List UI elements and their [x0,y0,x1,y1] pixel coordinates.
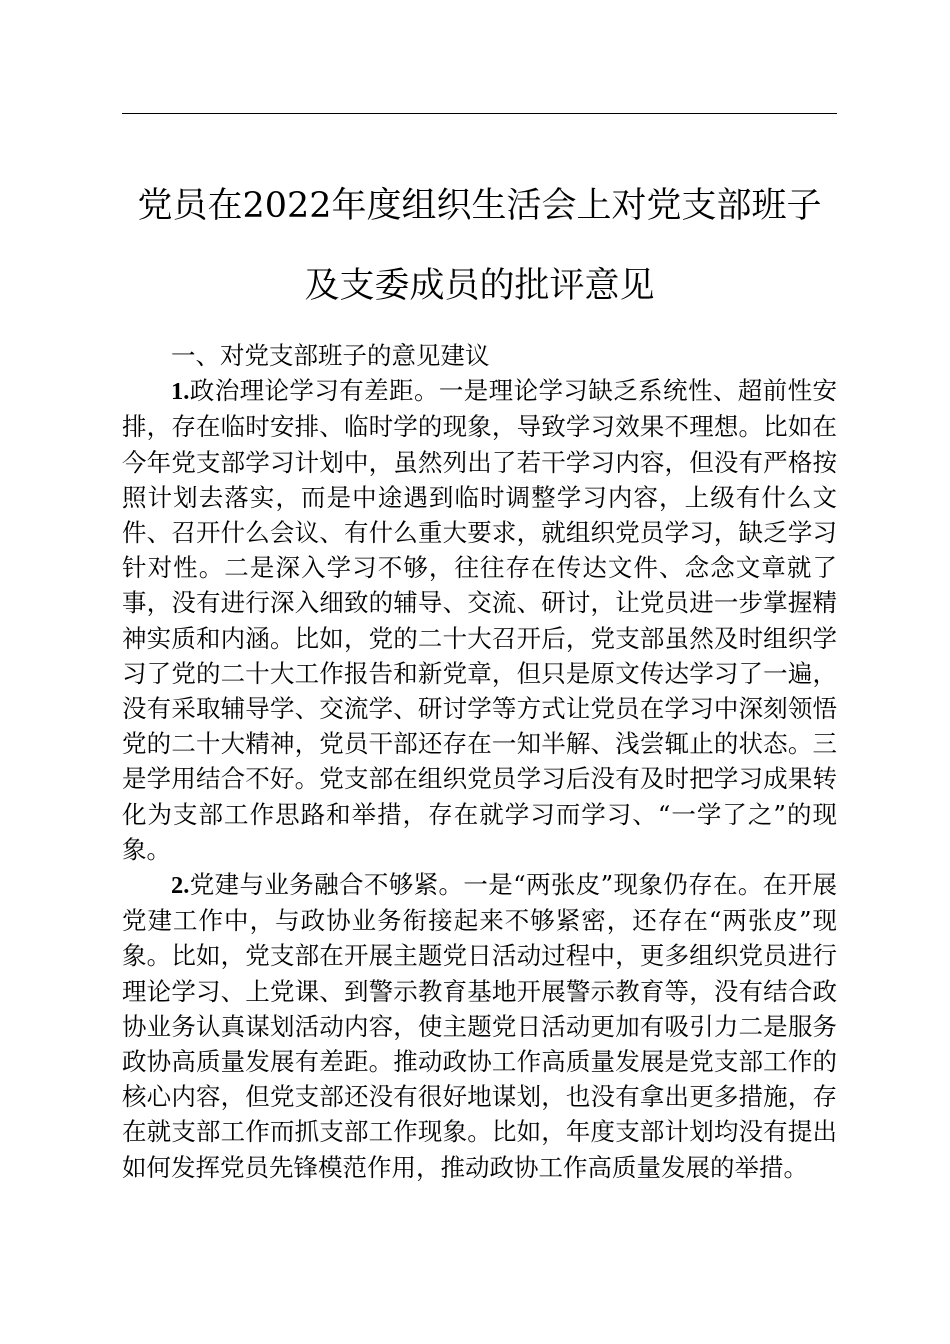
paragraph-text: 政治理论学习有差距。一是理论学习缺乏系统性、超前性安排，存在临时安排、临时学的现象，导致学习效果不理想。比如在今年党支部学习计划中，虽然列出了若干学习内容，但没有严格按照计划去落实，而是中途遇到临时调整学习内容，上级有什么文件、召开什么会议、有什么重大要求，就组织党员学习，缺乏学习针对性。二是深入学习不够，往往存在传达文件、念念文章就了事，没有进行深入细致的辅导、交流、研讨，让党员进一步掌握精神实质和内涵。比如，党的二十大召开后，党支部虽然及时组织学习了党的二十大工作报告和新党章，但只是原文传达学习了一遍，没有采取辅导学、交流学、研讨学等方式让党员在学习中深刻领悟党的二十大精神，党员干部还存在一知半解、浅尝辄止的状态。三是学用结合不好。党支部在组织党员学习后没有及时把学习成果转化为支部工作思路和举措，存在就学习而学习、“一学了之”的现象。 [122,376,837,864]
header-rule [122,113,837,114]
paragraph-2 [122,867,837,1185]
paragraph-1 [122,373,837,867]
document-title [122,166,837,326]
title-line-1: 党员在2022年度组织生活会上对党支部班子 [137,186,822,226]
paragraph-number: 1. [171,378,190,406]
paragraph-number: 2. [171,872,190,900]
document-body [122,338,837,1185]
title-line-2: 及支委成员的批评意见 [304,266,655,306]
paragraph-text: 党建与业务融合不够紧。一是“两张皮”现象仍存在。在开展党建工作中，与政协业务衔接起来不够紧密，还存在“两张皮”现象。比如，党支部在开展主题党日活动过程中，更多组织党员进行理论学习、上党课、到警示教育基地开展警示教育等，没有结合政协业务认真谋划活动内容，使主题党日活动更加有吸引力二是服务政协高质量发展有差距。推动政协工作高质量发展是党支部工作的核心内容，但党支部还没有很好地谋划，也没有拿出更多措施，存在就支部工作而抓支部工作现象。比如，年度支部计划均没有提出如何发挥党员先锋模范作用，推动政协工作高质量发展的举措。 [122,870,837,1182]
section-heading: 一、对党支部班子的意见建议 [171,341,490,370]
